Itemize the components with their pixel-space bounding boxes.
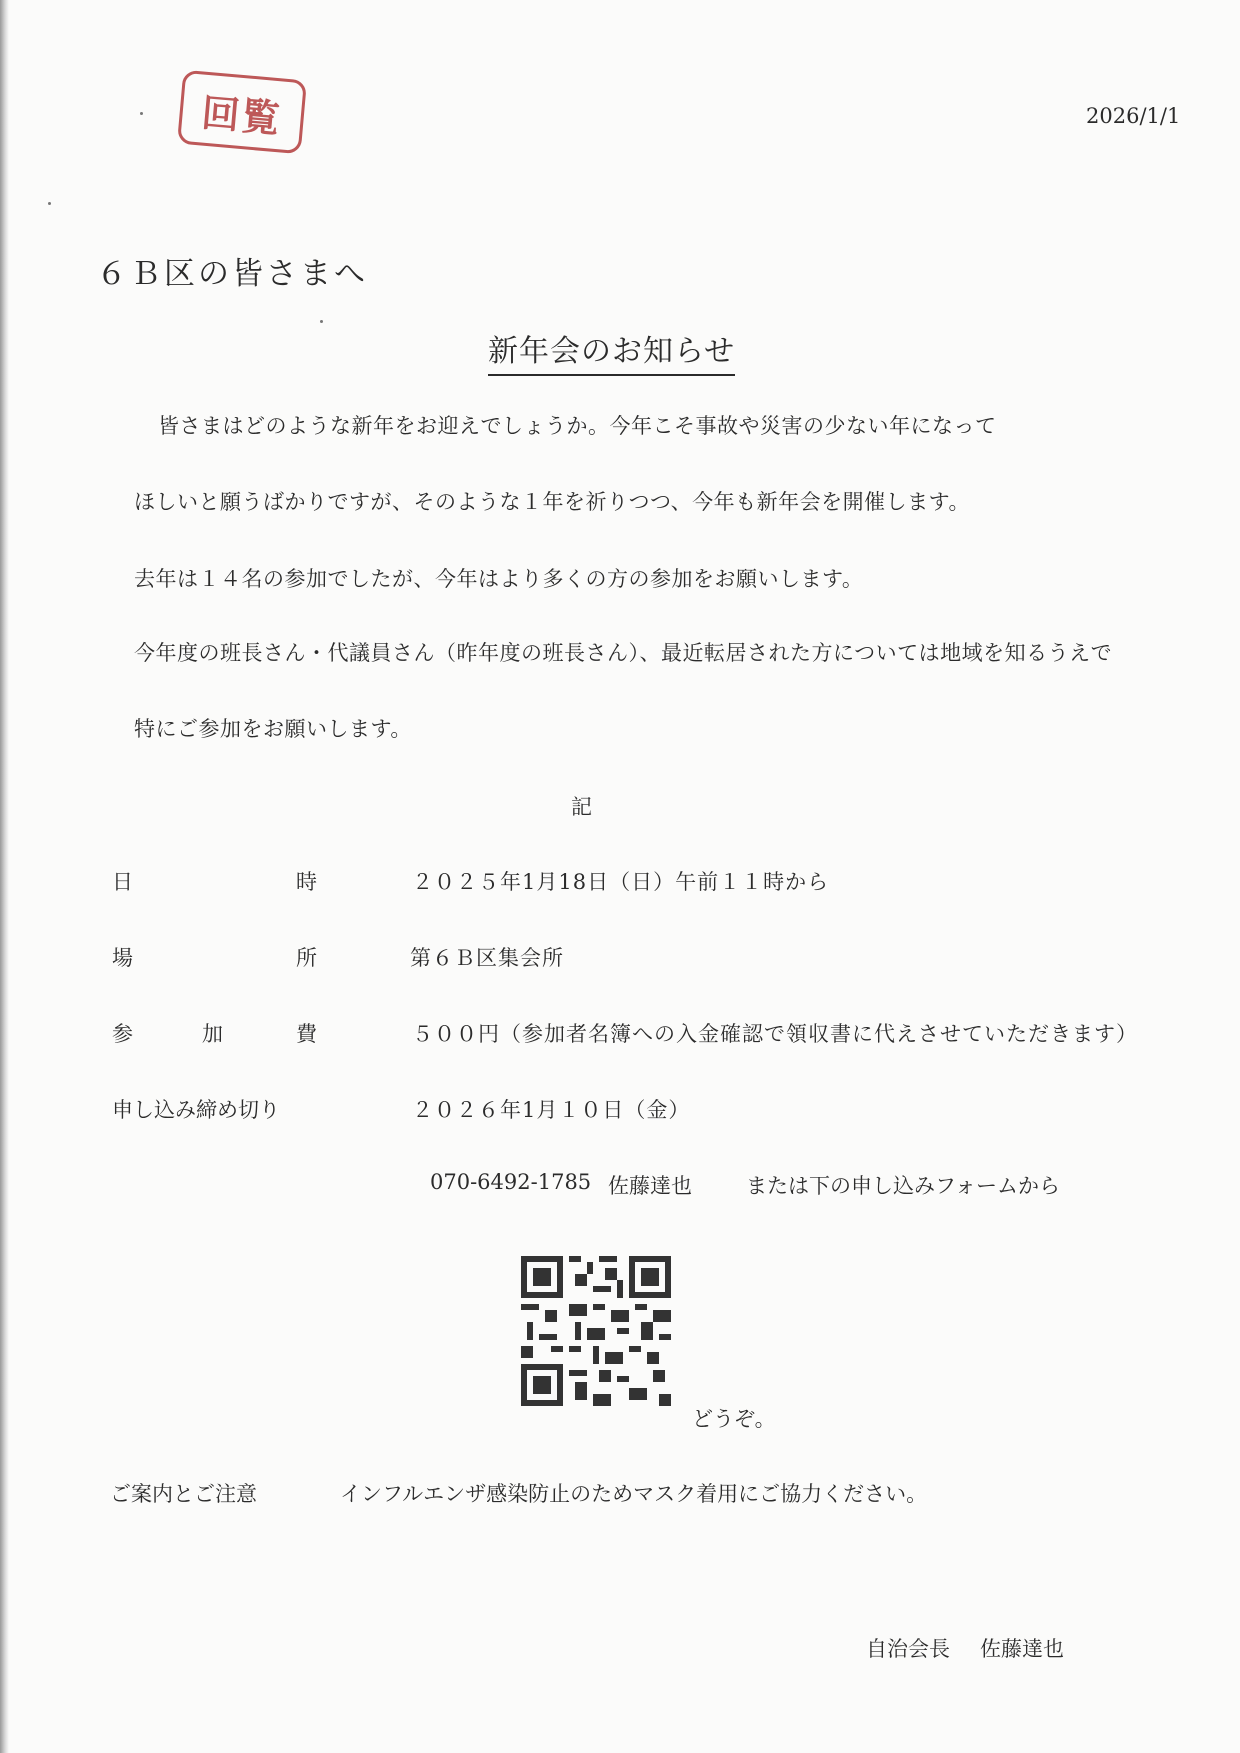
kairan-stamp (177, 70, 307, 155)
fee-label-a: 参 (112, 1022, 133, 1046)
contact-phone: 070-6492-1785 (430, 1170, 592, 1194)
scan-speck (140, 112, 143, 115)
scan-speck (320, 320, 323, 323)
ki-heading: 記 (571, 795, 592, 819)
place-label-a: 場 (112, 946, 133, 970)
place-value: 第６Ｂ区集会所 (410, 946, 564, 970)
deadline-value: ２０２６年1月１０日（金） (412, 1098, 691, 1122)
fee-value: ５００円（参加者名簿への入金確認で領収書に代えさせていただきます） (412, 1022, 1138, 1046)
contact-name: 佐藤達也 (608, 1174, 692, 1198)
datetime-label-b: 時 (296, 870, 317, 894)
notice-label: ご案内とご注意 (110, 1482, 257, 1506)
qr-code-icon[interactable] (521, 1256, 671, 1406)
page-title: 新年会のお知らせ (488, 326, 735, 376)
greeting: ６Ｂ区の皆さまへ (96, 256, 368, 292)
stamp-text: 回覧 (199, 89, 284, 141)
body-line: 特にご参加をお願いします。 (134, 717, 412, 741)
place-label-b: 所 (296, 946, 317, 970)
datetime-value: ２０２５年1月18日（日）午前１１時から (412, 870, 830, 894)
fee-label-c: 費 (296, 1022, 317, 1046)
scan-edge-shadow (0, 0, 9, 1753)
body-line: ほしいと願うばかりですが、そのような１年を祈りつつ、今年も新年会を開催します。 (134, 490, 970, 514)
contact-form-note: または下の申し込みフォームから (746, 1174, 1060, 1198)
body-line: 皆さまはどのような新年をお迎えでしょうか。今年こそ事故や災害の少ない年になって (158, 414, 997, 438)
signature-name: 佐藤達也 (980, 1637, 1064, 1661)
deadline-label: 申し込み締め切り (112, 1098, 280, 1122)
notice-value: インフルエンザ感染防止のためマスク着用にご協力ください。 (340, 1482, 928, 1506)
signature-role: 自治会長 (866, 1637, 950, 1661)
fee-label-b: 加 (202, 1022, 223, 1046)
scan-speck (48, 202, 51, 205)
body-line: 去年は１４名の参加でしたが、今年はより多くの方の参加をお願いします。 (134, 567, 864, 591)
body-line: 今年度の班長さん・代議員さん（昨年度の班長さん）、最近転居された方については地域を知るうえで (134, 641, 1113, 665)
datetime-label-a: 日 (112, 870, 133, 894)
douzo-text: どうぞ。 (692, 1407, 776, 1431)
document-date: 2026/1/1 (1086, 104, 1181, 128)
